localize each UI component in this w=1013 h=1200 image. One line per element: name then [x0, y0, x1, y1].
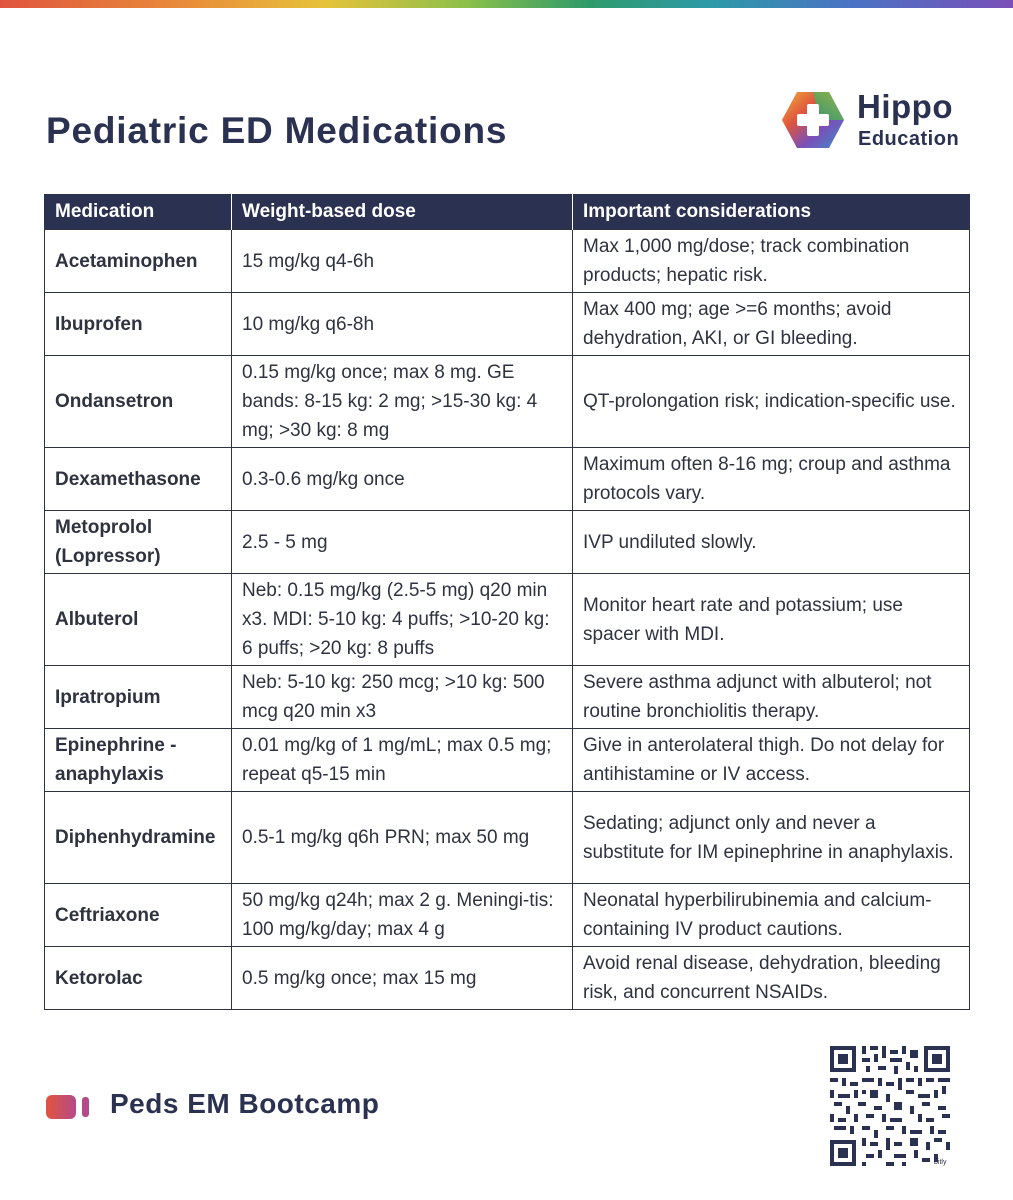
- table-row: [45, 729, 970, 792]
- considerations-cell: Max 1,000 mg/dose; track combination products; hepatic risk.: [573, 230, 970, 293]
- considerations-cell: Avoid renal disease, dehydration, bleeding risk, and concurrent NSAIDs.: [573, 947, 970, 1010]
- considerations-cell: Max 400 mg; age >=6 months; avoid dehydration, AKI, or GI bleeding.: [573, 293, 970, 356]
- table-row: [45, 511, 970, 574]
- top-gradient-bar: [0, 0, 1013, 8]
- dose-cell: Neb: 5-10 kg: 250 mcg; >10 kg: 500 mcg q20 min x3: [232, 666, 573, 729]
- medication-cell: Dexamethasone: [45, 448, 232, 511]
- brand-subtitle: Education: [858, 128, 960, 150]
- header-medication: Medication: [45, 194, 232, 230]
- table-header-row: [45, 194, 970, 230]
- bootcamp-name: Peds EM Bootcamp: [110, 1088, 380, 1119]
- table-row: [45, 293, 970, 356]
- dose-cell: 15 mg/kg q4-6h: [232, 230, 573, 293]
- medications-table: [44, 194, 970, 1010]
- brand-name: Hippo: [857, 88, 953, 125]
- header-considerations: Important considerations: [573, 194, 970, 230]
- medication-cell: Acetaminophen: [45, 230, 232, 293]
- page-title: Pediatric ED Medications: [46, 110, 508, 151]
- dose-cell: Neb: 0.15 mg/kg (2.5-5 mg) q20 min x3. MDI: 5-10 kg: 4 puffs; >10-20 kg: 6 puffs; >20 kg: 8 puffs: [232, 574, 573, 666]
- table-row: [45, 792, 970, 884]
- table-row: [45, 666, 970, 729]
- brand: [780, 88, 980, 152]
- table-row: [45, 230, 970, 293]
- dose-cell: 0.5-1 mg/kg q6h PRN; max 50 mg: [232, 792, 573, 884]
- table-row: [45, 884, 970, 947]
- medication-cell: Ipratropium: [45, 666, 232, 729]
- considerations-cell: Monitor heart rate and potassium; use spacer with MDI.: [573, 574, 970, 666]
- medication-cell: Epinephrine - anaphylaxis: [45, 729, 232, 792]
- qr-code-icon[interactable]: [828, 1044, 952, 1168]
- dose-cell: 0.5 mg/kg once; max 15 mg: [232, 947, 573, 1010]
- bootcamp-logo-icon: [46, 1095, 90, 1119]
- dose-cell: 2.5 - 5 mg: [232, 511, 573, 574]
- dose-cell: 50 mg/kg q24h; max 2 g. Meningi-tis: 100 mg/kg/day; max 4 g: [232, 884, 573, 947]
- considerations-cell: Severe asthma adjunct with albuterol; not routine bronchiolitis therapy.: [573, 666, 970, 729]
- medication-cell: Ondansetron: [45, 356, 232, 448]
- dose-cell: 10 mg/kg q6-8h: [232, 293, 573, 356]
- medication-cell: Albuterol: [45, 574, 232, 666]
- considerations-cell: IVP undiluted slowly.: [573, 511, 970, 574]
- considerations-cell: QT-prolongation risk; indication-specific use.: [573, 356, 970, 448]
- dose-cell: 0.15 mg/kg once; max 8 mg. GE bands: 8-15 kg: 2 mg; >15-30 kg: 4 mg; >30 kg: 8 mg: [232, 356, 573, 448]
- considerations-cell: Neonatal hyperbilirubinemia and calcium-containing IV product cautions.: [573, 884, 970, 947]
- medication-cell: Ibuprofen: [45, 293, 232, 356]
- dose-cell: 0.3-0.6 mg/kg once: [232, 448, 573, 511]
- hippo-cross-logo-icon: [780, 90, 846, 150]
- table-row: [45, 947, 970, 1010]
- header-dose: Weight-based dose: [232, 194, 573, 230]
- medication-cell: Metoprolol (Lopressor): [45, 511, 232, 574]
- medication-cell: Ketorolac: [45, 947, 232, 1010]
- qr-label: bitly: [934, 1159, 947, 1166]
- table-row: [45, 448, 970, 511]
- considerations-cell: Give in anterolateral thigh. Do not delay for antihistamine or IV access.: [573, 729, 970, 792]
- table-row: [45, 574, 970, 666]
- considerations-cell: Sedating; adjunct only and never a substitute for IM epinephrine in anaphylaxis.: [573, 792, 970, 884]
- considerations-cell: Maximum often 8-16 mg; croup and asthma protocols vary.: [573, 448, 970, 511]
- table-row: [45, 356, 970, 448]
- medication-cell: Diphenhydramine: [45, 792, 232, 884]
- medication-cell: Ceftriaxone: [45, 884, 232, 947]
- dose-cell: 0.01 mg/kg of 1 mg/mL; max 0.5 mg; repeat q5-15 min: [232, 729, 573, 792]
